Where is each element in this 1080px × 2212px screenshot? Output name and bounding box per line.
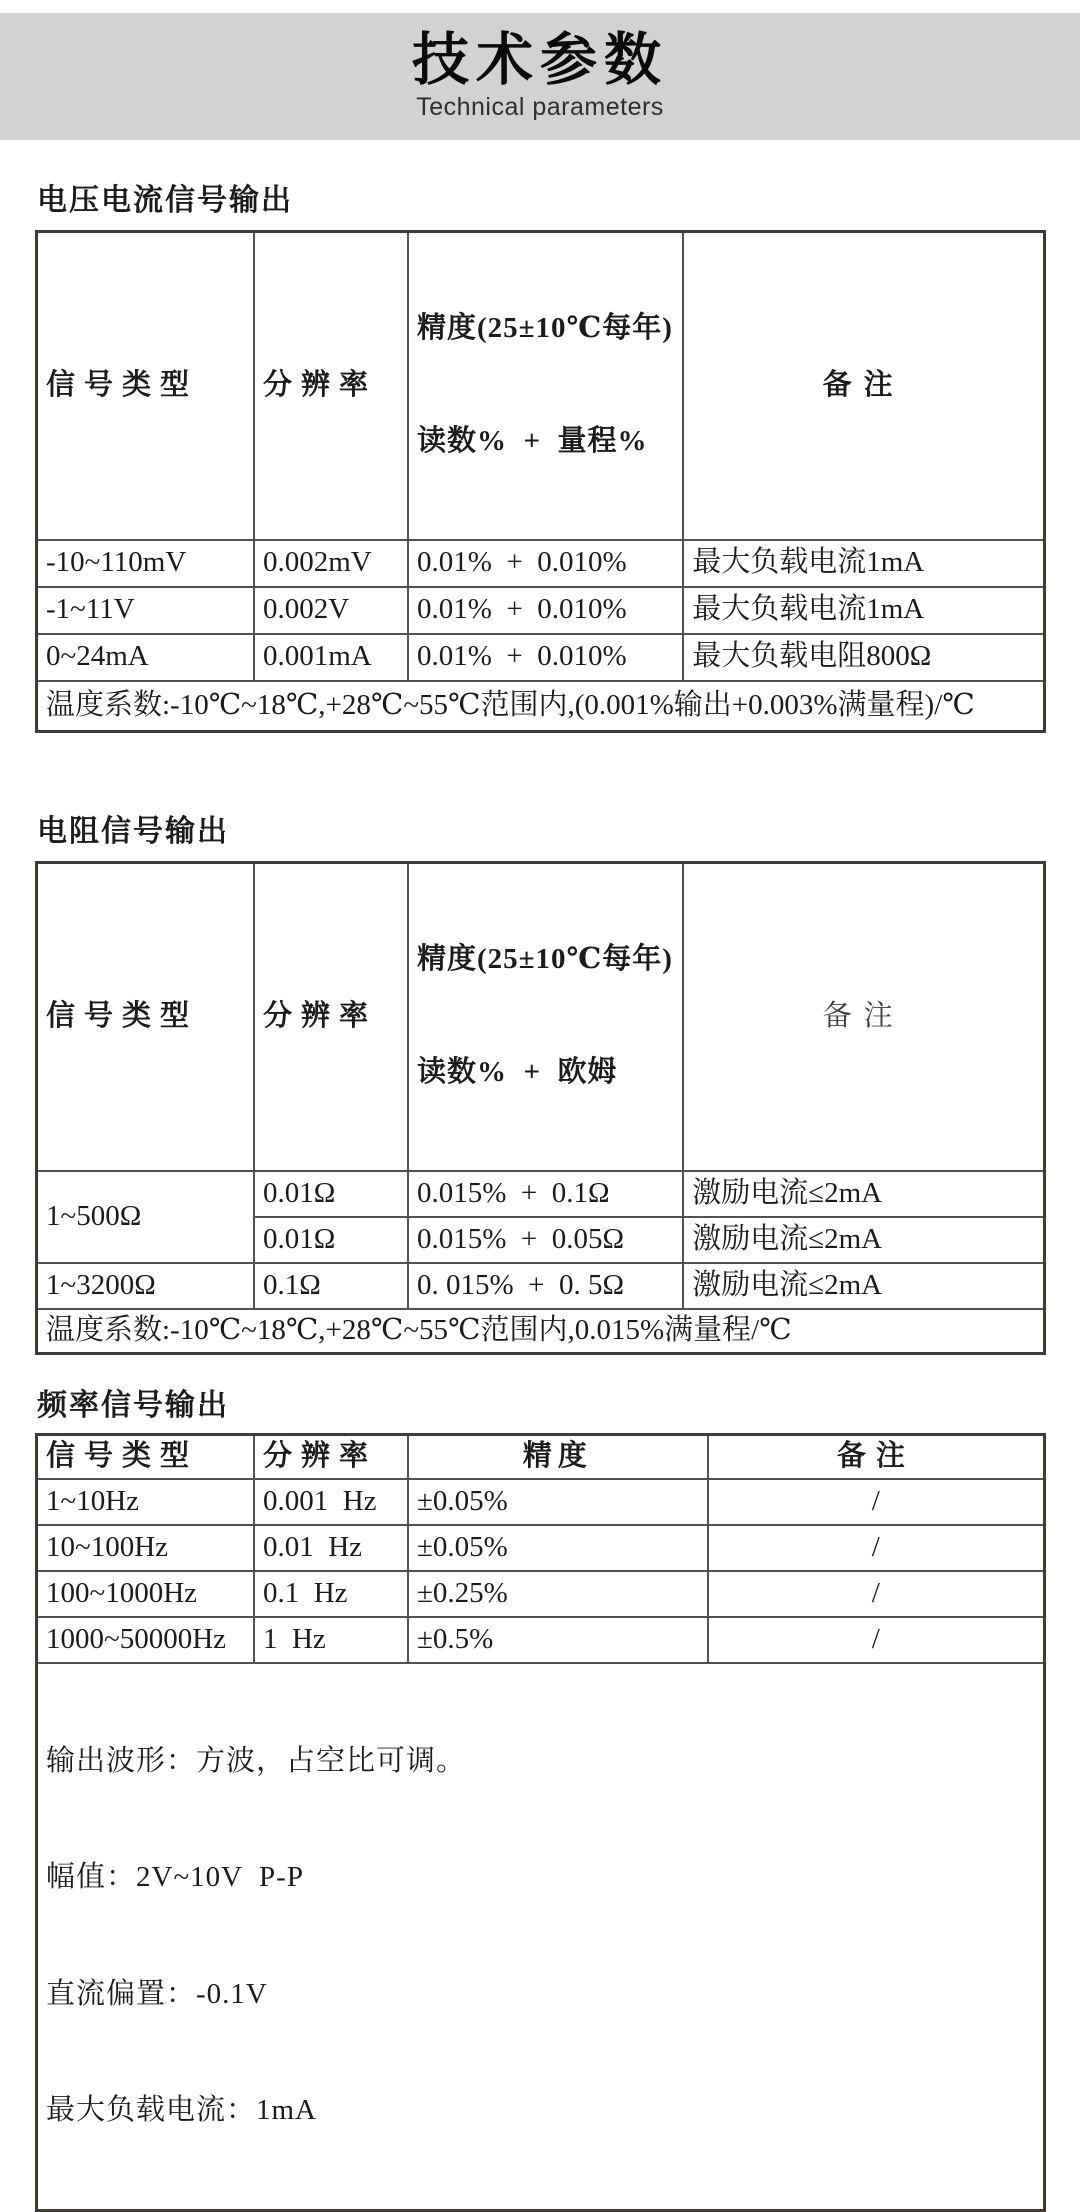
resolution-cell: 0.01Ω (254, 1171, 408, 1217)
signal-range-cell: 1~10Hz (37, 1479, 254, 1525)
remark-cell: / (708, 1617, 1045, 1663)
remark-cell: / (708, 1571, 1045, 1617)
accuracy-header (408, 863, 683, 1171)
signal-type-header: 信号类型 (37, 232, 254, 540)
note-max-load-current: 最大负载电流：1mA (46, 2094, 318, 2127)
table-header-row (37, 863, 1045, 1171)
table-footer-row (37, 681, 1045, 732)
remark-cell: 最大负载电阻800Ω (683, 634, 1044, 681)
accuracy-header-line2: 读数% + 量程% (416, 425, 648, 458)
page-subtitle: Technical parameters (416, 92, 664, 121)
resolution-cell: 0.002mV (254, 540, 408, 587)
accuracy-cell: 0.015% + 0.1Ω (408, 1171, 683, 1217)
accuracy-cell: 0.015% + 0.05Ω (408, 1217, 683, 1263)
resolution-cell: 0.01 Hz (254, 1525, 408, 1571)
signal-range-cell: 100~1000Hz (37, 1571, 254, 1617)
signal-type-header: 信号类型 (37, 1435, 254, 1479)
table-row (37, 1525, 1045, 1571)
remark-cell: 激励电流≤2mA (683, 1263, 1044, 1309)
signal-range-cell: 1~3200Ω (37, 1263, 254, 1309)
signal-range-cell: 0~24mA (37, 634, 254, 681)
signal-type-header: 信号类型 (37, 863, 254, 1171)
section-title-resistance: 电阻信号输出 (37, 815, 229, 848)
frequency-table (35, 1433, 1046, 2212)
resolution-cell: 0.001mA (254, 634, 408, 681)
accuracy-header-line1: 精度(25±10℃每年) (416, 943, 673, 976)
accuracy-cell: ±0.5% (408, 1617, 708, 1663)
accuracy-cell: ±0.05% (408, 1479, 708, 1525)
page-title: 技术参数 (412, 28, 668, 93)
resolution-cell: 0.1Ω (254, 1263, 408, 1309)
table-row (37, 1479, 1045, 1525)
accuracy-cell: ±0.25% (408, 1571, 708, 1617)
resolution-cell: 0.01Ω (254, 1217, 408, 1263)
temp-coefficient-note: 温度系数:-10℃~18℃,+28℃~55℃范围内,0.015%满量程/℃ (37, 1309, 1045, 1354)
accuracy-cell: 0.01% + 0.010% (408, 634, 683, 681)
table-row (37, 1571, 1045, 1617)
signal-range-cell: 1~500Ω (37, 1171, 254, 1263)
remark-cell: 激励电流≤2mA (683, 1217, 1044, 1263)
signal-range-cell: -1~11V (37, 587, 254, 634)
table-header-row (37, 1435, 1045, 1479)
accuracy-header-line1: 精度(25±10℃每年) (416, 312, 673, 345)
table-footer-row (37, 1663, 1045, 2210)
header-band (0, 13, 1080, 140)
remark-cell: 最大负载电流1mA (683, 587, 1044, 634)
resolution-cell: 0.001 Hz (254, 1479, 408, 1525)
resolution-header: 分辨率 (254, 232, 408, 540)
remark-cell: 最大负载电流1mA (683, 540, 1044, 587)
table-row (37, 1171, 1045, 1217)
resolution-cell: 0.002V (254, 587, 408, 634)
accuracy-header: 精度 (408, 1435, 708, 1479)
resolution-cell: 1 Hz (254, 1617, 408, 1663)
table-row (37, 634, 1045, 681)
table-row (37, 587, 1045, 634)
note-waveform: 输出波形：方波，占空比可调。 (46, 1745, 467, 1778)
remark-header: 备注 (683, 863, 1044, 1171)
accuracy-header (408, 232, 683, 540)
table-row (37, 1263, 1045, 1309)
remark-cell: 激励电流≤2mA (683, 1171, 1044, 1217)
resolution-header: 分辨率 (254, 1435, 408, 1479)
accuracy-cell: 0.01% + 0.010% (408, 587, 683, 634)
page-content (0, 186, 1080, 2212)
table-footer-row (37, 1309, 1045, 1354)
signal-range-cell: 10~100Hz (37, 1525, 254, 1571)
signal-range-cell: 1000~50000Hz (37, 1617, 254, 1663)
remark-cell: / (708, 1525, 1045, 1571)
table-header-row (37, 232, 1045, 540)
section-title-voltage-current: 电压电流信号输出 (37, 184, 293, 217)
section-title-frequency: 频率信号输出 (37, 1389, 229, 1422)
table-row (37, 1617, 1045, 1663)
accuracy-cell: 0. 015% + 0. 5Ω (408, 1263, 683, 1309)
accuracy-cell: 0.01% + 0.010% (408, 540, 683, 587)
resolution-cell: 0.1 Hz (254, 1571, 408, 1617)
signal-range-cell: -10~110mV (37, 540, 254, 587)
accuracy-header-line2: 读数% + 欧姆 (416, 1056, 618, 1089)
temp-coefficient-note: 温度系数:-10℃~18℃,+28℃~55℃范围内,(0.001%输出+0.003%满量程)/℃ (37, 681, 1045, 732)
accuracy-cell: ±0.05% (408, 1525, 708, 1571)
remark-header: 备注 (708, 1435, 1045, 1479)
table-row (37, 540, 1045, 587)
remark-cell: / (708, 1479, 1045, 1525)
resolution-header: 分辨率 (254, 863, 408, 1171)
note-dc-offset: 直流偏置：-0.1V (46, 1977, 268, 2010)
note-amplitude: 幅值：2V~10V P-P (46, 1861, 304, 1894)
voltage-current-table (35, 230, 1046, 733)
resistance-table (35, 861, 1046, 1355)
remark-header: 备注 (683, 232, 1044, 540)
output-notes (37, 1663, 1045, 2210)
